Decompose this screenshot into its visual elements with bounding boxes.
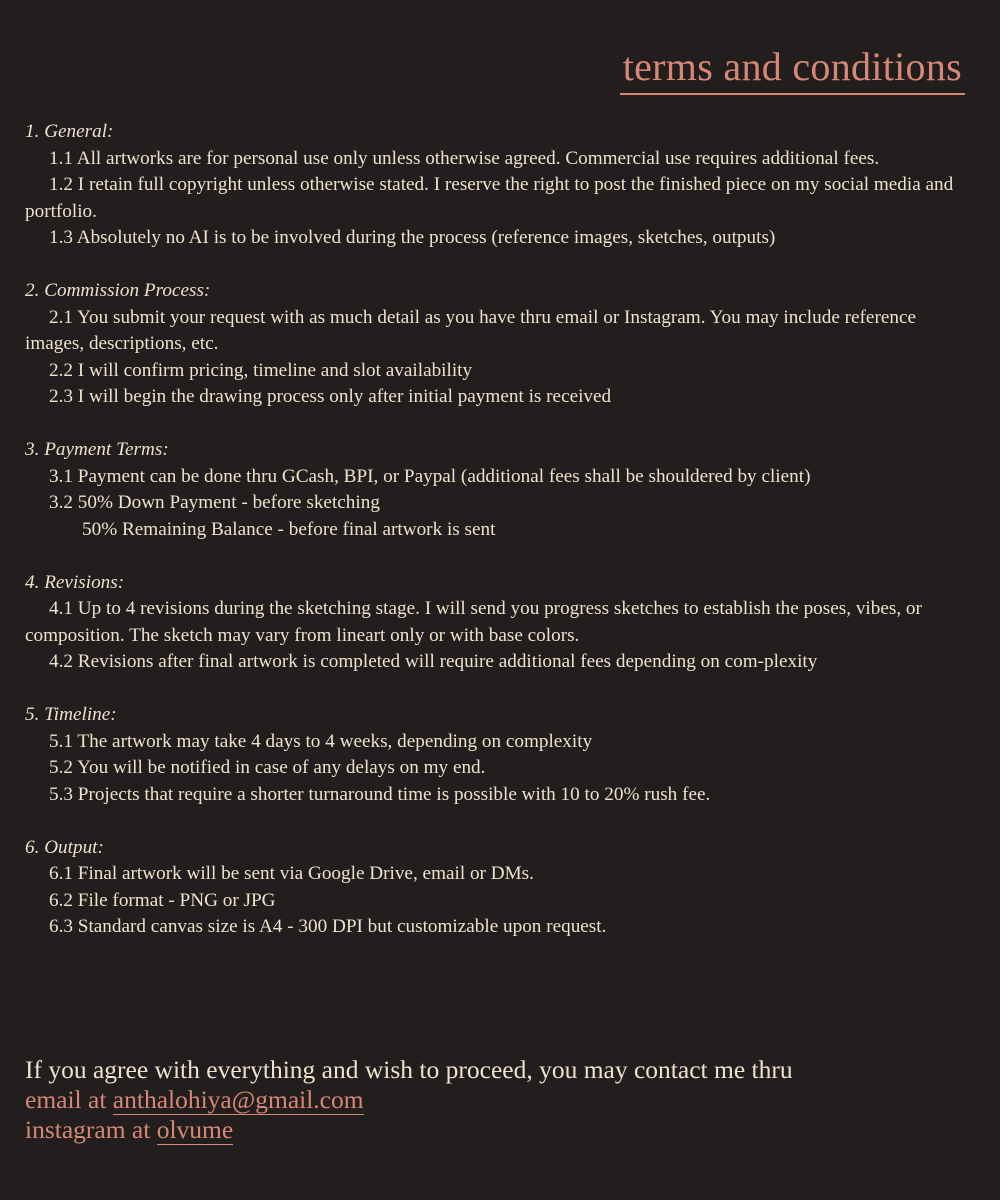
section-heading: 3. Payment Terms: — [25, 439, 169, 460]
section-revisions — [25, 570, 975, 676]
section-timeline — [25, 702, 975, 808]
section-commission-process — [25, 278, 975, 411]
section-output — [25, 835, 975, 941]
section-heading: 5. Timeline: — [25, 704, 117, 725]
term-item: 4.1 Up to 4 revisions during the sketching stage. I will send you progress sketches to establish the poses, vibes, or composition. The sketch may vary from lineart only or with base colors. — [25, 598, 922, 646]
section-heading: 4. Revisions: — [25, 571, 125, 593]
section-heading: 2. Commission Process: — [25, 280, 211, 301]
instagram-label: instagram at — [25, 1115, 157, 1144]
email-link[interactable]: anthalohiya@gmail.com — [112, 1085, 364, 1114]
term-item: 3.2 50% Down Payment - before sketching — [49, 492, 380, 513]
title-container — [620, 42, 965, 95]
term-item: 2.2 I will confirm pricing, timeline and slot availability — [49, 359, 473, 381]
term-item: 1.3 Absolutely no AI is to be involved during the process (reference images, sketches, outputs) — [49, 227, 776, 248]
contact-intro: If you agree with everything and wish to proceed, you may contact me thru — [25, 1055, 793, 1084]
term-item: 1.2 I retain full copyright unless otherwise stated. I reserve the right to post the finished piece on my social media and portfolio. — [25, 174, 954, 222]
term-item: 5.2 You will be notified in case of any delays on my end. — [49, 757, 486, 778]
term-item: 2.1 You submit your request with as much detail as you have thru email or Instagram. You may include reference images, descriptions, etc. — [25, 306, 916, 354]
term-item: 4.2 Revisions after final artwork is completed will require additional fees depending on com-plexity — [49, 651, 818, 672]
contact-footer — [25, 1055, 975, 1145]
terms-content — [25, 119, 975, 967]
term-item: 5.1 The artwork may take 4 days to 4 weeks, depending on complexity — [49, 730, 593, 752]
section-general — [25, 119, 975, 252]
instagram-link[interactable]: olvume — [156, 1115, 234, 1144]
term-item: 6.2 File format - PNG or JPG — [49, 889, 276, 911]
email-line — [25, 1085, 975, 1115]
page-title: terms and conditions — [620, 42, 965, 95]
term-item: 2.3 I will begin the drawing process only after initial payment is received — [49, 386, 612, 407]
email-label: email at — [25, 1085, 113, 1114]
term-item: 6.3 Standard canvas size is A4 - 300 DPI but customizable upon request. — [49, 916, 607, 937]
section-payment-terms — [25, 437, 975, 543]
term-item-continuation: 50% Remaining Balance - before final artwork is sent — [82, 518, 496, 540]
term-item: 6.1 Final artwork will be sent via Google Drive, email or DMs. — [49, 863, 534, 884]
section-heading: 6. Output: — [25, 836, 104, 858]
term-item: 5.3 Projects that require a shorter turnaround time is possible with 10 to 20% rush fee. — [49, 783, 711, 805]
section-heading: 1. General: — [25, 121, 114, 142]
instagram-line — [25, 1115, 975, 1145]
term-item: 3.1 Payment can be done thru GCash, BPI, or Paypal (additional fees shall be shouldered by client) — [49, 465, 811, 487]
term-item: 1.1 All artworks are for personal use only unless otherwise agreed. Commercial use requires additional fees. — [49, 147, 880, 169]
